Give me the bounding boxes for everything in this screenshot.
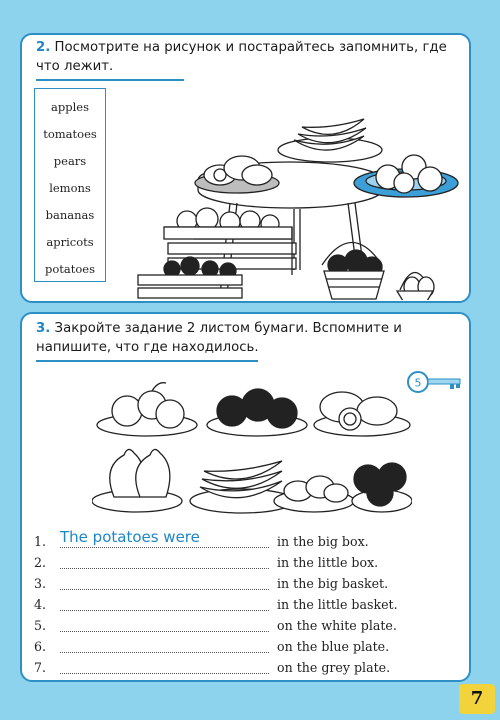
answer-tail: in the big box. [277,534,369,549]
answer-row [34,595,464,616]
grey-plate-lemons-illustration [195,156,279,193]
answer-tail: on the blue plate. [277,639,390,654]
word-tomatoes: tomatoes [43,127,97,141]
answer-row [34,574,464,595]
answer-number: 3. [34,576,47,591]
word-apples: apples [51,100,89,114]
answer-line[interactable] [60,589,269,590]
little-box-tomatoes-illustration [138,257,242,298]
answer-line[interactable] [60,631,269,632]
big-basket-apples-illustration [322,243,384,300]
word-bananas: bananas [45,208,95,222]
answer-number: 7. [34,660,47,675]
answer-number: 1. [34,534,47,549]
task-3-underline [36,360,258,362]
white-plate-bananas-illustration [278,119,382,162]
answer-row [34,553,464,574]
blue-plate-apricots-illustration [354,155,458,197]
answer-row [34,637,464,658]
plate-apples-drawing [352,463,412,512]
kitchen-scene-illustration [112,85,462,300]
key-badge-number: 5 [414,376,422,390]
task-3-panel [20,312,471,682]
word-apricots: apricots [46,235,94,249]
answer-number: 4. [34,597,47,612]
task-2-underline [36,79,184,81]
task-2-panel [20,33,471,303]
answer-row [34,616,464,637]
plate-tomatoes-drawing [207,389,307,436]
answer-row [34,658,464,679]
word-box [34,88,106,282]
answer-number: 6. [34,639,47,654]
plate-lemons-drawing [314,392,410,436]
answer-tail: on the white plate. [277,618,397,633]
task-2-number: 2. [36,40,51,55]
task-3-instruction [36,319,456,357]
task-3-text: Закройте задание 2 листом бумаги. Вспомните и напишите, что где находилось. [36,321,402,355]
task-3-number: 3. [36,321,51,336]
page-number: 7 [459,684,495,714]
answer-tail: on the grey plate. [277,660,391,675]
task-2-text: Посмотрите на рисунок и постарайтесь запомнить, где что лежит. [36,40,447,74]
word-pears: pears [53,154,87,168]
answer-line[interactable] [60,547,269,548]
answer-line[interactable] [60,673,269,674]
plate-pears-drawing [92,449,182,512]
key-icon [406,369,462,395]
answer-number: 2. [34,555,47,570]
task-2-instruction [36,38,456,76]
answer-line[interactable] [60,652,269,653]
answer-text: The potatoes were [60,528,200,546]
fruit-plates-illustration [92,369,412,517]
plate-apricots-drawing [97,383,197,436]
answer-line[interactable] [60,610,269,611]
answer-tail: in the little box. [277,555,379,570]
word-lemons: lemons [49,181,91,195]
answer-rows [34,528,464,679]
answer-row [34,528,464,553]
little-basket-pears-illustration [397,273,434,301]
plate-potatoes-drawing [274,476,354,512]
answer-tail: in the little basket. [277,597,398,612]
answer-tail: in the big basket. [277,576,389,591]
answer-line[interactable] [60,568,269,569]
word-potatoes: potatoes [44,262,95,276]
answer-number: 5. [34,618,47,633]
